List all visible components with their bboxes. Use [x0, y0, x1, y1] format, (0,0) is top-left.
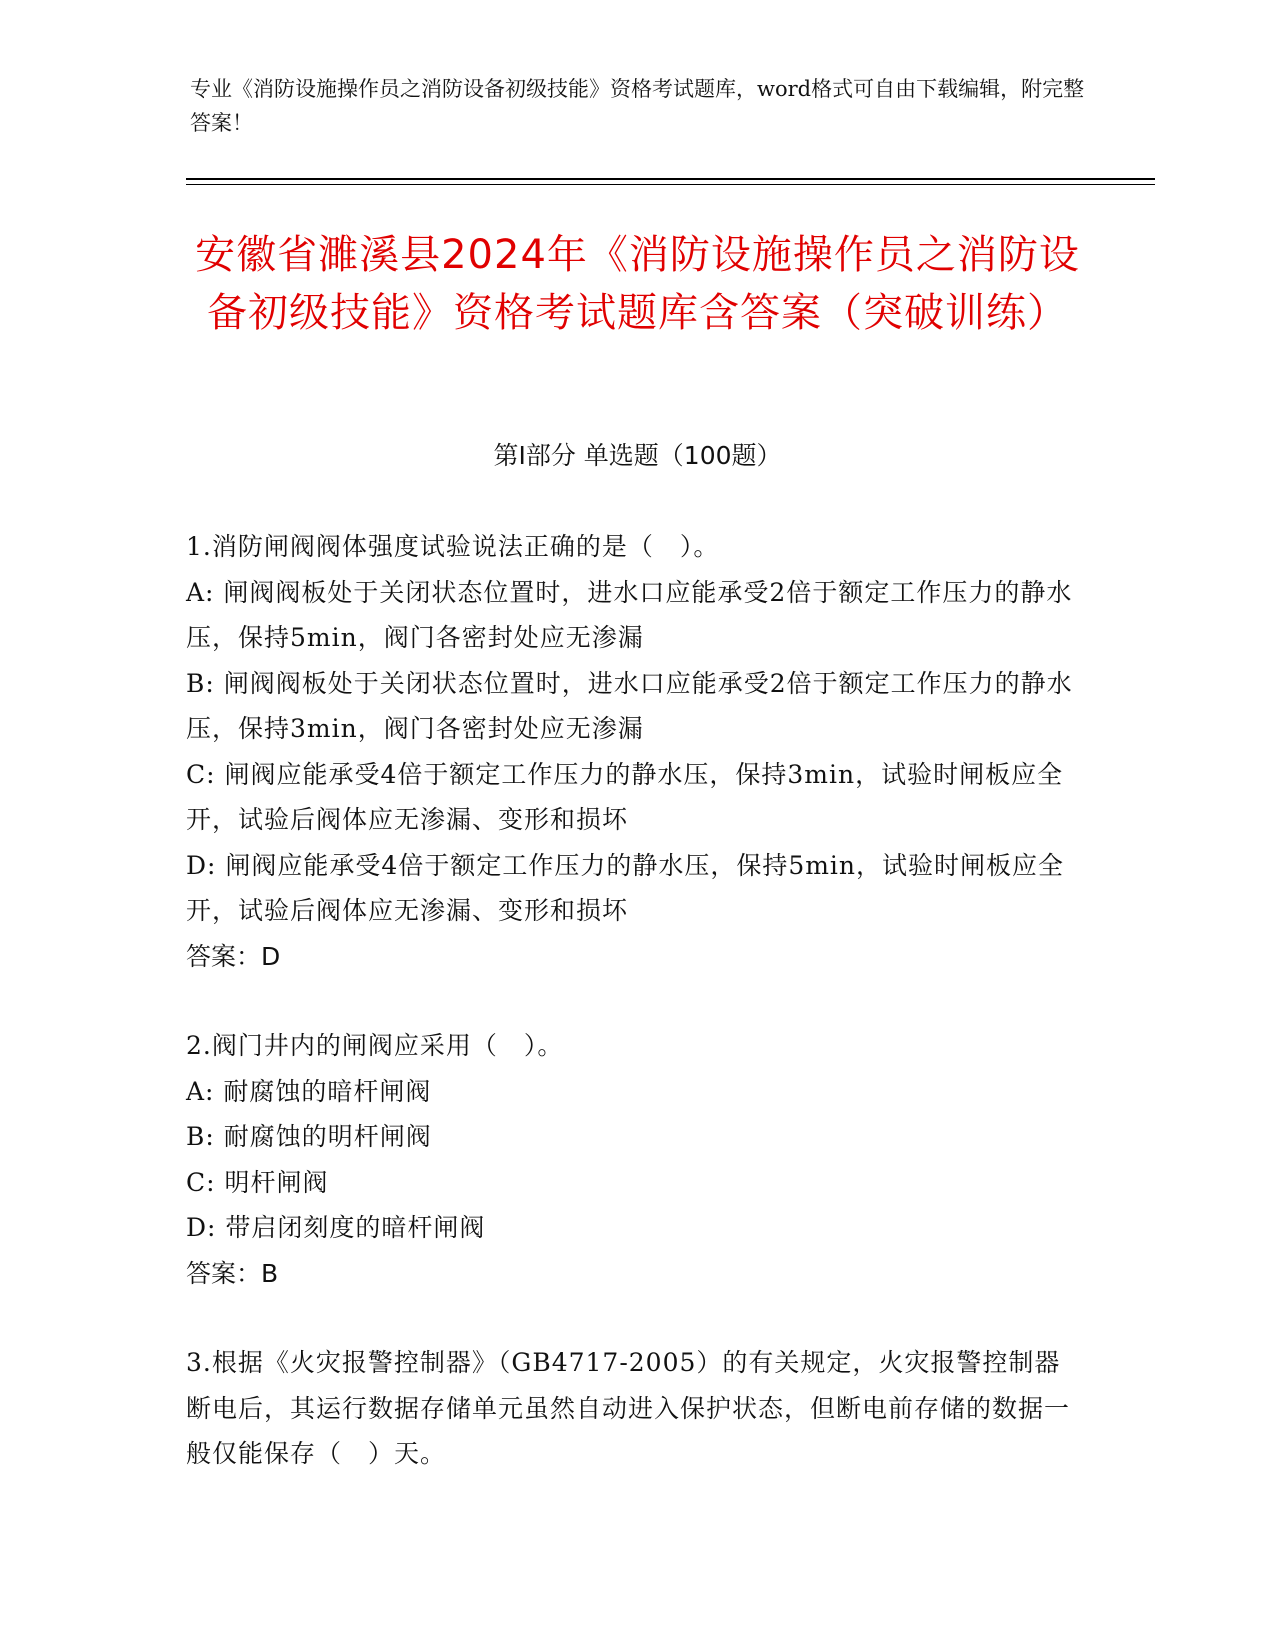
- option-a: A: 闸阀阀板处于关闭状态位置时，进水口应能承受2倍于额定工作压力的静水压，保持5min，阀门各密封处应无渗漏: [186, 577, 1073, 652]
- question-list: [186, 524, 1086, 1521]
- question-stem: 1.消防闸阀阀体强度试验说法正确的是（ ）。: [186, 532, 720, 561]
- answer: 答案：D: [186, 941, 281, 971]
- option-b: B: 耐腐蚀的明杆闸阀: [186, 1122, 432, 1151]
- header-divider-thin: [186, 184, 1155, 185]
- question-1: [186, 524, 1086, 979]
- section-heading: 第I部分 单选题（100题）: [493, 441, 782, 470]
- option-d: D: 闸阀应能承受4倍于额定工作压力的静水压，保持5min，试验时闸板应全开，试验后阀体应无渗漏、变形和损坏: [186, 850, 1065, 925]
- question-stem: 3.根据《火灾报警控制器》（GB4717-2005）的有关规定，火灾报警控制器断电后，其运行数据存储单元虽然自动进入保护状态，但断电前存储的数据一般仅能保存（ ）天。: [186, 1348, 1071, 1468]
- question-stem: 2.阀门井内的闸阀应采用（ ）。: [186, 1031, 564, 1060]
- document-title: 安徽省濉溪县2024年《消防设施操作员之消防设备初级技能》资格考试题库含答案（突破训练）: [195, 232, 1080, 336]
- header-note: 专业《消防设施操作员之消防设备初级技能》资格考试题库，word格式可自由下载编辑，附完整答案！: [190, 77, 1085, 135]
- question-2: [186, 1023, 1086, 1296]
- answer: 答案：B: [186, 1258, 279, 1288]
- option-c: C: 明杆闸阀: [186, 1167, 329, 1197]
- option-c: C: 闸阀应能承受4倍于额定工作压力的静水压，保持3min，试验时闸板应全开，试验后阀体应无渗漏、变形和损坏: [186, 759, 1064, 834]
- header-divider-thick: [186, 178, 1155, 180]
- option-d: D: 带启闭刻度的暗杆闸阀: [186, 1213, 486, 1242]
- option-b: B: 闸阀阀板处于关闭状态位置时，进水口应能承受2倍于额定工作压力的静水压，保持3min，阀门各密封处应无渗漏: [186, 668, 1073, 743]
- option-a: A: 耐腐蚀的暗杆闸阀: [186, 1076, 432, 1106]
- question-3: [186, 1340, 1086, 1477]
